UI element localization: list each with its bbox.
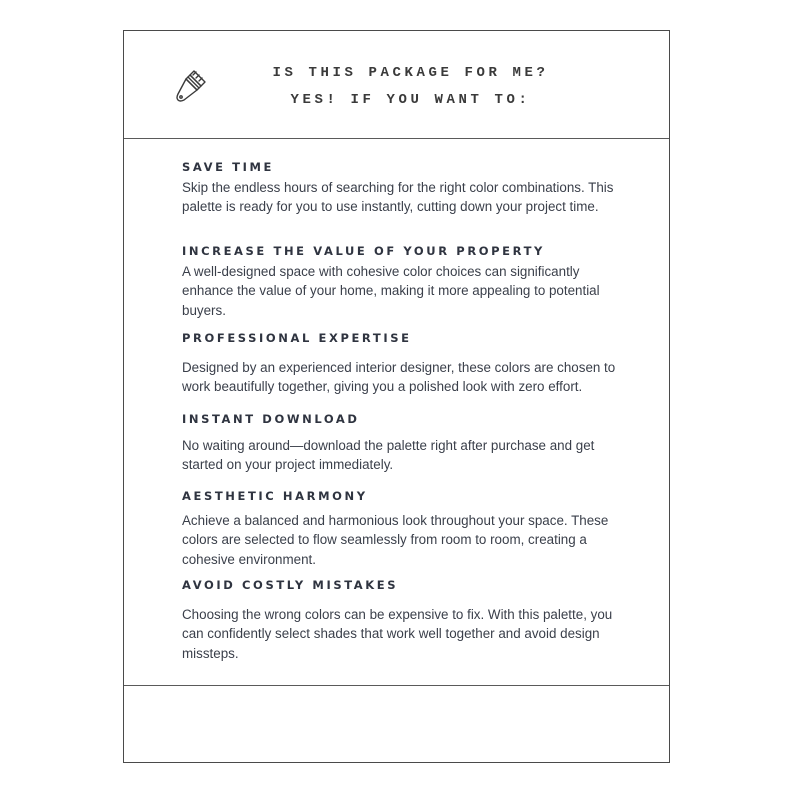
benefit-title: INSTANT DOWNLOAD bbox=[182, 412, 360, 426]
benefit-body: Achieve a balanced and harmonious look throughout your space. These colors are selected to flow seamlessly from room to room, creating a cohesive environment. bbox=[182, 513, 609, 567]
benefit-save-time bbox=[182, 159, 622, 217]
benefit-body: A well-designed space with cohesive color choices can significantly enhance the value of your home, making it more appealing to potential buyers. bbox=[182, 264, 600, 318]
benefit-body: Designed by an experienced interior designer, these colors are chosen to work beautifully together, giving you a polished look with zero effort. bbox=[182, 360, 616, 395]
package-card bbox=[123, 30, 670, 763]
header-divider bbox=[124, 138, 669, 139]
header-question: IS THIS PACKAGE FOR ME? bbox=[272, 65, 549, 81]
header-answer: YES! IF YOU WANT TO: bbox=[290, 92, 531, 108]
benefit-aesthetic-harmony bbox=[182, 488, 622, 569]
footer-divider bbox=[124, 685, 669, 686]
benefit-body: No waiting around—download the palette right after purchase and get started on your project immediately. bbox=[182, 438, 595, 473]
benefit-body: Skip the endless hours of searching for the right color combinations. This palette is ready for you to use instantly, cutting down your project time. bbox=[182, 180, 614, 215]
benefit-title: INCREASE THE VALUE OF YOUR PROPERTY bbox=[182, 244, 545, 258]
benefit-title: SAVE TIME bbox=[182, 160, 274, 174]
benefit-title: AVOID COSTLY MISTAKES bbox=[182, 578, 399, 592]
benefit-professional-expertise bbox=[182, 330, 622, 397]
benefit-title: PROFESSIONAL EXPERTISE bbox=[182, 331, 412, 345]
benefit-increase-value bbox=[182, 243, 622, 320]
benefit-avoid-mistakes bbox=[182, 577, 622, 663]
benefit-body: Choosing the wrong colors can be expensive to fix. With this palette, you can confidently select shades that work well together and avoid design missteps. bbox=[182, 607, 613, 661]
benefit-instant-download bbox=[182, 411, 622, 475]
benefit-title: AESTHETIC HARMONY bbox=[182, 489, 368, 503]
card-header bbox=[124, 31, 669, 139]
